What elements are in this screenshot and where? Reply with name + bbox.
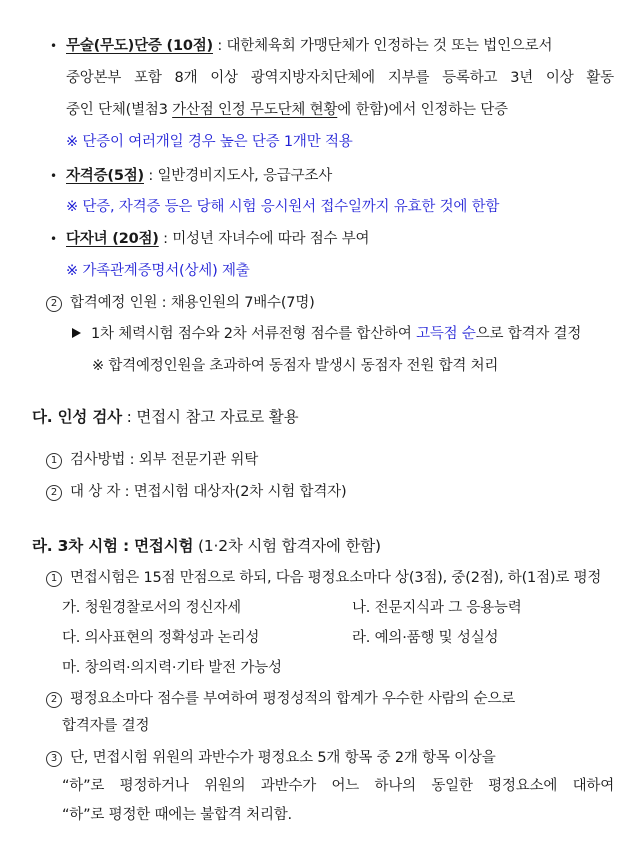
bullet-dot: •: [50, 39, 58, 53]
factor-item: 가. 청원경찰로서의 정신자세: [62, 600, 241, 616]
interview-heading: [32, 536, 381, 556]
interview-item-3-line-3: “하”로 평정한 때에는 불합격 처리함.: [62, 807, 292, 823]
cert-desc: 일반경비지도사, 응급구조사: [157, 168, 333, 184]
interview-item-2-line-2: 합격자를 결정: [62, 718, 150, 734]
interview-item-2-line-1: 평정요소마다 점수를 부여하여 평정성적의 합계가 우수한 사람의 순으로: [70, 691, 516, 707]
cert-line: [66, 166, 332, 186]
interview-item-3: [46, 748, 614, 768]
circled-number: 2: [46, 485, 62, 501]
factor-item: 다. 의사표현의 정확성과 논리성: [62, 630, 260, 646]
martial-line-2: [66, 68, 614, 88]
expected-arrow-pre: 1차 체력시험 점수와 2차 서류전형 점수를 합산하여: [91, 326, 417, 342]
personality-heading: [32, 407, 298, 427]
expected-arrow-blue: 고득점 순: [416, 326, 476, 342]
cert-note: ※ 단증, 자격증 등은 당해 시험 응시원서 접수일까지 유효한 것에 한함: [66, 199, 500, 215]
interview-item-3-line-2: “하”로 평정하거나 위원의 과반수가 어느 하나의 동일한 평정요소에 대하여: [62, 778, 614, 794]
martial-note: ※ 단증이 여러개일 경우 높은 단증 1개만 적용: [66, 134, 353, 150]
multichild-desc: 미성년 자녀수에 따라 점수 부여: [172, 231, 370, 247]
multichild-line: [66, 229, 369, 249]
multichild-title: 다자녀 (20점): [66, 231, 159, 247]
personality-head-bold: 다. 인성 검사: [32, 408, 122, 426]
circled-number: 3: [46, 751, 62, 767]
bullet-dot: •: [50, 232, 58, 246]
interview-item-1-text: 면접시험은 15점 만점으로 하되, 다음 평정요소마다 상(3점), 중(2점), 하(1점)로 평정: [70, 570, 602, 586]
triangle-right-icon: [72, 328, 81, 338]
interview-head-rest: (1·2차 시험 합격자에 한함): [193, 537, 381, 555]
martial-desc-1: 대한체육회 가맹단체가 인정하는 것 또는 법인으로서: [226, 38, 553, 54]
multichild-note: ※ 가족관계증명서(상세) 제출: [66, 263, 250, 279]
factor-item: 나. 전문지식과 그 응용능력: [352, 600, 522, 616]
expected-arrow-post: 으로 합격자 결정: [475, 326, 582, 342]
martial-desc-2: 중앙본부 포함 8개 이상 광역지방자치단체에 지부를 등록하고 3년 이상 활동: [66, 70, 614, 86]
cert-sep: :: [143, 168, 158, 184]
cert-title: 자격증(5점): [66, 168, 144, 184]
factor-item: 마. 창의력·의지력·기타 발전 가능성: [62, 660, 282, 676]
expected-tie-note: ※ 합격예정인원을 초과하여 동점자 발생시 동점자 전원 합격 처리: [92, 358, 499, 374]
circled-number: 2: [46, 692, 62, 708]
circled-number: 1: [46, 453, 62, 469]
personality-item-text: 검사방법 : 외부 전문기관 위탁: [70, 452, 259, 468]
martial-desc-3-link: 가산점 인정 무도단체 현황: [172, 102, 338, 118]
expected-line: [46, 293, 315, 313]
bullet-dot: •: [50, 169, 58, 183]
circled-number: 2: [46, 296, 62, 312]
interview-head-bold: 라. 3차 시험 : 면접시험: [32, 537, 194, 555]
multichild-sep: :: [158, 231, 173, 247]
expected-text: 합격예정 인원 : 채용인원의 7배수(7명): [70, 295, 315, 311]
martial-line-1: [66, 36, 614, 56]
interview-item-2: [46, 689, 614, 709]
personality-item: [46, 482, 346, 502]
circled-number: 1: [46, 571, 62, 587]
martial-line-3: [66, 100, 508, 120]
martial-title: 무술(무도)단증 (10점): [66, 38, 213, 54]
factor-item: 라. 예의·품행 및 성실성: [352, 630, 499, 646]
personality-head-rest: : 면접시 참고 자료로 활용: [121, 408, 299, 426]
interview-item-1: [46, 568, 601, 588]
interview-item-3-line-2-wrap: [62, 776, 614, 796]
martial-sep: :: [212, 38, 227, 54]
personality-item: [46, 450, 258, 470]
expected-arrow-line: [72, 324, 581, 344]
personality-item-text: 대 상 자 : 면접시험 대상자(2차 시험 합격자): [70, 484, 347, 500]
martial-desc-3-post: 에 한함)에서 인정하는 단증: [337, 102, 508, 118]
martial-desc-3-pre: 중인 단체(별첨3: [66, 102, 173, 118]
interview-item-3-line-1: 단, 면접시험 위원의 과반수가 평정요소 5개 항목 중 2개 항목 이상을: [70, 750, 496, 766]
